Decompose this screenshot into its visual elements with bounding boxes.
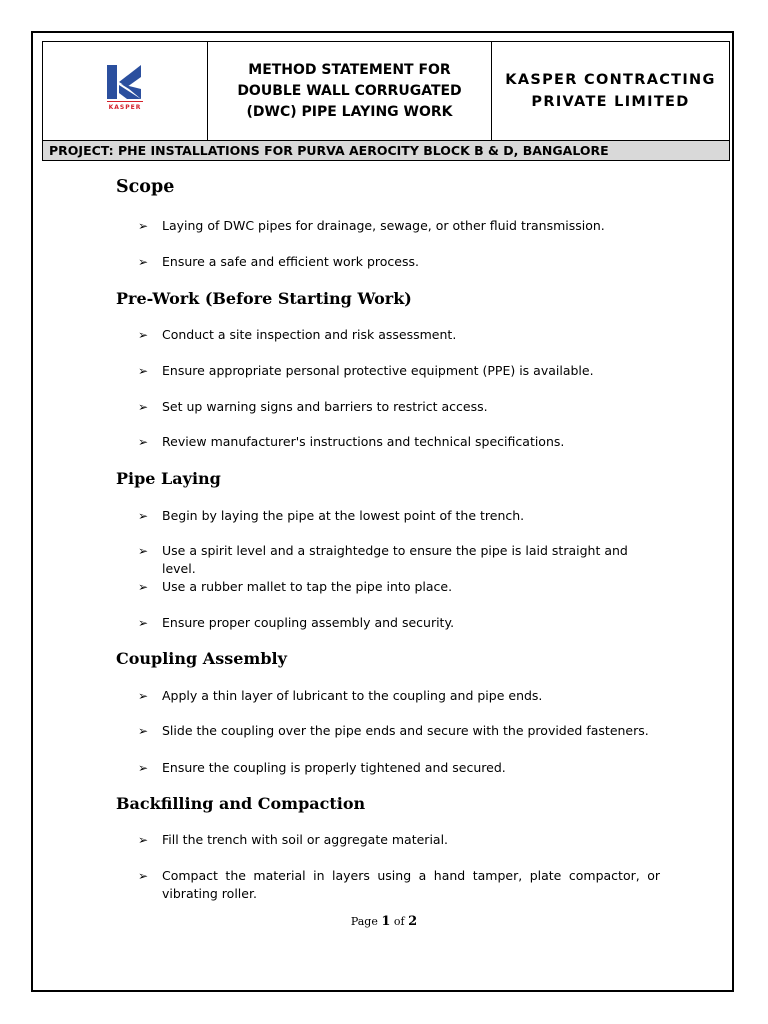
arrow-bullet-icon: ➢: [138, 833, 149, 847]
list-item: ➢ Fill the trench with soil or aggregate material.: [138, 832, 449, 847]
list-item: ➢ Apply a thin layer of lubricant to the coupling and pipe ends.: [138, 688, 543, 703]
arrow-bullet-icon: ➢: [138, 580, 149, 594]
section-heading-prework: Pre-Work (Before Starting Work): [116, 289, 412, 308]
list-item: ➢ Laying of DWC pipes for drainage, sewage, or other fluid transmission.: [138, 218, 605, 233]
list-item: ➢ Slide the coupling over the pipe ends and secure with the provided fasteners.: [138, 723, 649, 738]
list-item: ➢ Use a spirit level and a straightedge to ensure the pipe is laid straight and level.: [138, 543, 628, 576]
arrow-bullet-icon: ➢: [138, 544, 149, 558]
current-page: 1: [381, 914, 391, 929]
arrow-bullet-icon: ➢: [138, 328, 149, 342]
arrow-bullet-icon: ➢: [138, 724, 149, 738]
section-heading-scope: Scope: [116, 177, 175, 197]
list-item: ➢ Ensure appropriate personal protective equipment (PPE) is available.: [138, 363, 594, 378]
list-item: ➢ Ensure the coupling is properly tightened and secured.: [138, 760, 506, 775]
arrow-bullet-icon: ➢: [138, 689, 149, 703]
company-name-line2: PRIVATE LIMITED: [531, 94, 690, 110]
logo-underline: [107, 101, 143, 102]
list-item: ➢ Ensure proper coupling assembly and security.: [138, 615, 455, 630]
page-number: Page 1 of 2: [350, 914, 418, 929]
arrow-bullet-icon: ➢: [138, 509, 149, 523]
logo-text: KASPER: [108, 104, 142, 111]
document-header: [42, 41, 730, 141]
arrow-bullet-icon: ➢: [138, 219, 149, 233]
list-item: ➢ Ensure a safe and efficient work process.: [138, 254, 419, 269]
list-item: ➢ Review manufacturer's instructions and technical specifications.: [138, 434, 565, 449]
project-bar: PROJECT: PHE INSTALLATIONS FOR PURVA AEROCITY BLOCK B & D, BANGALORE: [42, 141, 730, 161]
list-item: ➢ Use a rubber mallet to tap the pipe into place.: [138, 579, 453, 594]
company-name: [492, 42, 729, 140]
arrow-bullet-icon: ➢: [138, 364, 149, 378]
section-heading-pipe-laying: Pipe Laying: [116, 469, 221, 488]
arrow-bullet-icon: ➢: [138, 400, 149, 414]
arrow-bullet-icon: ➢: [138, 616, 149, 630]
kasper-logo-icon: [107, 65, 143, 99]
arrow-bullet-icon: ➢: [138, 869, 149, 883]
section-heading-backfilling: Backfilling and Compaction: [116, 794, 366, 813]
list-item: ➢ Compact the material in layers using a hand tamper, plate compactor, or vibrating roller.: [138, 868, 660, 901]
list-item: ➢ Conduct a site inspection and risk assessment.: [138, 327, 457, 342]
arrow-bullet-icon: ➢: [138, 435, 149, 449]
arrow-bullet-icon: ➢: [138, 255, 149, 269]
document-title: METHOD STATEMENT FOR DOUBLE WALL CORRUGATED (DWC) PIPE LAYING WORK: [208, 42, 492, 140]
logo-cell: [43, 42, 208, 140]
list-item: ➢ Begin by laying the pipe at the lowest point of the trench.: [138, 508, 525, 523]
total-pages: 2: [408, 914, 418, 929]
company-name-line1: KASPER CONTRACTING: [505, 72, 716, 88]
arrow-bullet-icon: ➢: [138, 761, 149, 775]
section-heading-coupling: Coupling Assembly: [116, 649, 287, 668]
list-item: ➢ Set up warning signs and barriers to restrict access.: [138, 399, 488, 414]
